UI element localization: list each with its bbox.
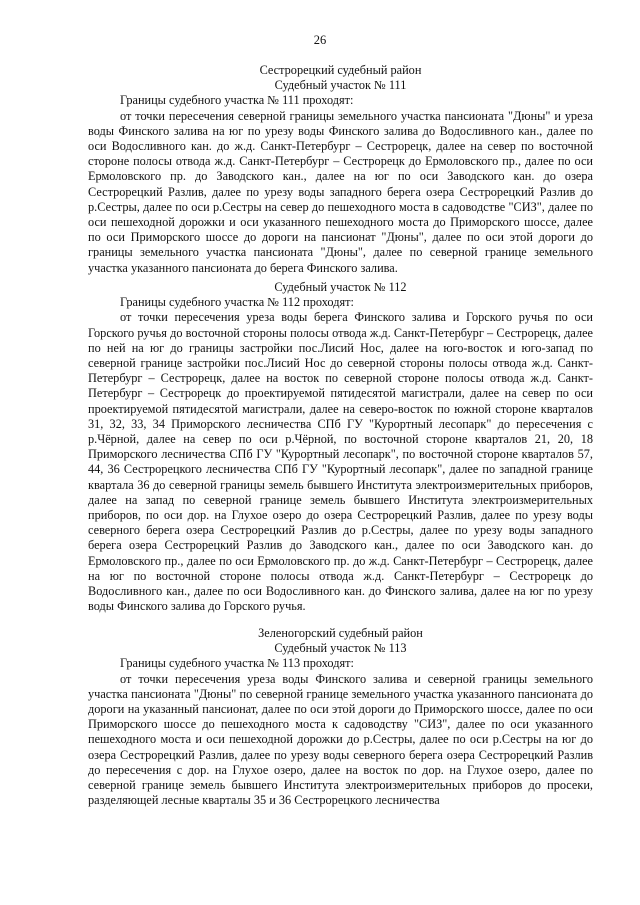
boundary-description: от точки пересечения уреза воды берега Финского залива и Горского ручья по оси Горского ручья до восточной стороны полосы отвода ж.д. Санкт-Петербург – Сестрорецк, далее по ней на юг до границы застройки пос.Лисий Нос, далее на юго-восток и юго-запад по северной границе застройки пос.Лисий Нос до северной стороны полосы отвода ж.д. Санкт-Петербург – Сестрорецк, далее на восток по северной стороне полосы отвода ж.д. Санкт-Петербург – Сестрорецк до проектируемой пятидесятой магистрали, далее на север по оси проектируемой пятидесятой магистрали, далее на северо-восток по южной стороне кварталов 31, 32, 33, 34 Приморского лесничества СПб ГУ "Курортный лесопарк" до пересечения с р.Чёрной, далее на север по оси р.Чёрной, по восточной стороне кварталов 21, 20, 18 Приморского лесничества СПб ГУ "Курортный лесопарк", по восточной стороне кварталов 57, 44, 36 Сестрорецкого лесничества СПб ГУ "Курортный лесопарк", далее по западной границе квартала 36 до северной границы земель бывшего Института электроизмерительных приборов, далее на запад по северной границе земель бывшего Института электроизмерительных приборов, по оси дор. на Глухое озеро до озера Сестрорецкий Разлив, далее по урезу воды северного берега озера Сестрорецкий Разлив до р.Сестры, далее по урезу воды западного берега озера Сестрорецкий Разлив до Заводского кан., далее по оси Заводского кан. до Ермоловского пр., далее по оси Ермоловского пр. до ж.д. Санкт-Петербург – Сестрорецк, далее на юг по восточной стороне полосы отвода ж.д. Санкт-Петербург – Сестрорецк до Водосливного кан., далее по оси Водосливного кан. до Финского залива, далее на юг по урезу воды Финского залива до Горского ручья. bbox=[88, 310, 593, 614]
boundary-intro: Границы судебного участка № 111 проходят: bbox=[120, 93, 354, 108]
station-heading: Судебный участок № 113 bbox=[274, 641, 407, 656]
section-113 bbox=[88, 626, 593, 808]
district-heading: Зеленогорский судебный район bbox=[258, 626, 423, 640]
page-number: 26 bbox=[313, 33, 327, 47]
section-111 bbox=[88, 63, 593, 276]
boundary-description: от точки пересечения уреза воды Финского залива и северной границы земельного участка пансионата "Дюны" по северной границе земельного участка указанного пансионата до дороги на указанный пансионат, далее по оси этой дороги до Приморского шоссе, далее по оси Приморского шоссе до пешеходного моста к садоводству "СИЗ", далее по оси указанного пешеходного моста и оси пешеходной дорожки до р.Сестры, далее по оси р.Сестры на юг до озера Сестрорецкий Разлив, далее по урезу воды северного берега озера Сестрорецкий Разлив до пересечения с дор. на Глухое озеро, далее на восток по дор. на Глухое озеро, далее по северной границе земель бывшего Института электроизмерительных приборов до просеки, разделяющей лесные кварталы 35 и 36 Сестрорецкого лесничества bbox=[88, 671, 593, 808]
boundary-intro: Границы судебного участка № 112 проходят: bbox=[120, 295, 354, 310]
station-heading: Судебный участок № 112 bbox=[274, 280, 407, 294]
station-heading: Судебный участок № 111 bbox=[274, 78, 407, 93]
boundary-intro: Границы судебного участка № 113 проходят: bbox=[120, 656, 354, 671]
district-heading: Сестрорецкий судебный район bbox=[259, 63, 422, 77]
section-112 bbox=[88, 280, 593, 614]
boundary-description: от точки пересечения северной границы земельного участка пансионата "Дюны" и уреза воды Финского залива на юг по урезу воды Финского залива до Водосливного кан., далее по оси Водосливного кан. до ж.д. Санкт-Петербург – Сестрорецк, далее на север по восточной стороне полосы отвода ж.д. Санкт-Петербург – Сестрорецк до Ермоловского пр., далее по оси Ермоловского пр. до Заводского кан., далее на юг по оси Заводского кан. до озера Сестрорецкий Разлив, далее по урезу воды западного берега озера Сестрорецкий Разлив до р.Сестры, далее по оси р.Сестры на север до пешеходного моста в садоводстве "СИЗ", далее по оси пешеходной дорожки и оси указанного пешеходного моста до Приморского шоссе, далее по оси Приморского шоссе до дороги на пансионат "Дюны", далее по оси этой дороги до границы земельного участка пансионата "Дюны", далее по северной границе земельного участка указанного пансионата до берега Финского залива. bbox=[88, 108, 593, 275]
